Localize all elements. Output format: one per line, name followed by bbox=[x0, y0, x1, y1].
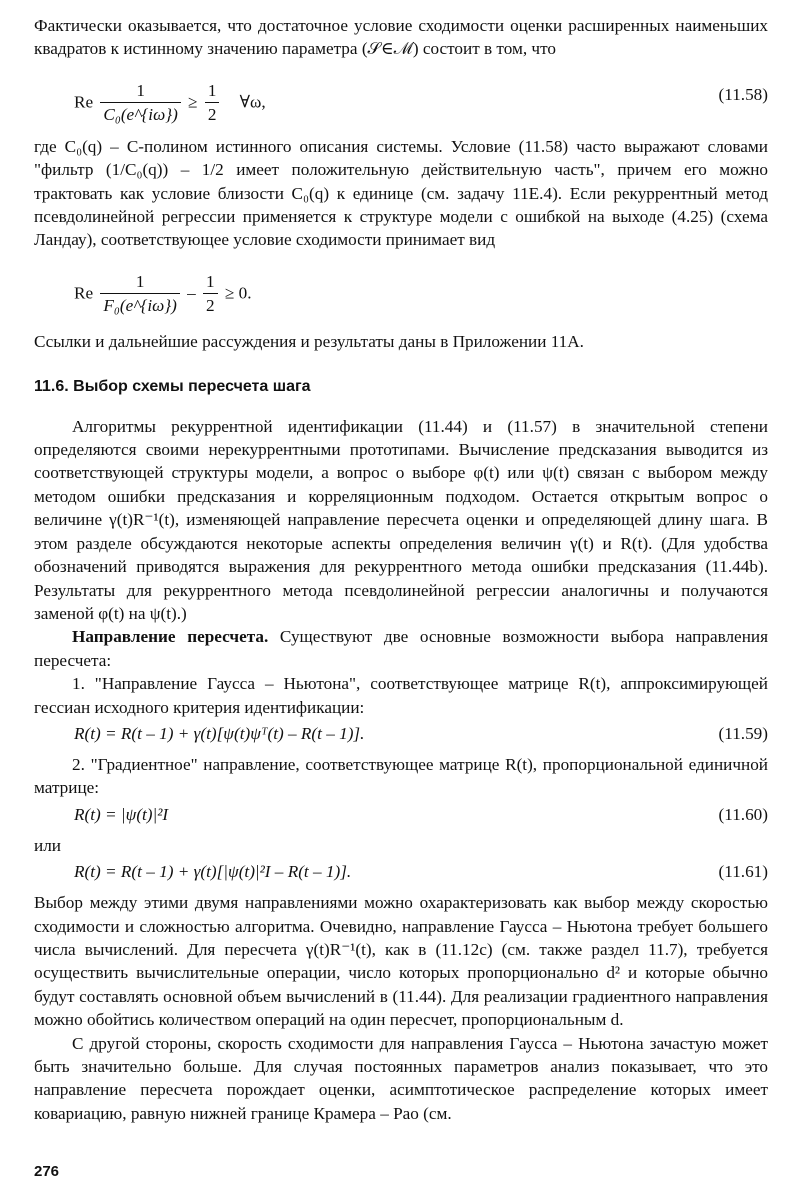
relation-sign: ≥ bbox=[188, 92, 198, 112]
fraction-denominator: 2 bbox=[206, 295, 215, 315]
forall-omega: ∀ω, bbox=[239, 92, 266, 112]
fraction-denominator: F₀(e^{iω}) bbox=[103, 295, 177, 315]
fraction-denominator: 2 bbox=[207, 104, 217, 124]
direction-text: Существуют две основные возможности выбора направления пересчета: bbox=[34, 627, 768, 670]
section-heading: 11.6. Выбор схемы пересчета шага bbox=[34, 378, 311, 396]
half-fraction bbox=[203, 271, 218, 318]
re-operator: Re bbox=[74, 283, 94, 303]
or-word: или bbox=[34, 835, 61, 855]
equation-11-58-lhs bbox=[74, 80, 266, 127]
equation-11-59 bbox=[34, 719, 768, 749]
equation-11-58 bbox=[34, 65, 768, 129]
fraction bbox=[100, 271, 179, 318]
re-operator: Re bbox=[74, 92, 94, 112]
equation-number: (11.58) bbox=[718, 84, 768, 104]
fraction-numerator: 1 bbox=[203, 271, 218, 294]
page-number: 276 bbox=[34, 1163, 60, 1180]
item-gradient: 2. "Градиентное" направление, соответствующее матрице R(t), пропорциональной единичной матрице: bbox=[34, 754, 768, 798]
equation-11-60 bbox=[34, 800, 768, 830]
equation-expression: R(t) = R(t – 1) + γ(t)[|ψ(t)|²I – R(t – 1)]. bbox=[74, 862, 352, 882]
equation-expression: R(t) = R(t – 1) + γ(t)[ψ(t)ψᵀ(t) – R(t – 1)]. bbox=[74, 723, 365, 743]
equation-number: (11.59) bbox=[718, 723, 768, 743]
fraction-numerator: 1 bbox=[205, 80, 220, 103]
equation-f0 bbox=[34, 256, 768, 320]
minus-sign: – bbox=[187, 283, 196, 303]
half-fraction bbox=[205, 80, 220, 127]
algorithms-paragraph: Алгоритмы рекуррентной идентификации (11.44) и (11.57) в значительной степени определяются своими нерекуррентными прототипами. Вычисление предсказания выводится из соответствующей структуры модели, а вопрос о выборе φ(t) или ψ(t) связан с выбором между методом ошибки предсказания и корреляционным подходом. Остается открытым вопрос о величине γ(t)R⁻¹(t), изменяющей направление пересчета оценки и определяющей длину шага. В этом разделе обсуждаются некоторые аспекты определения величин γ(t) и R(t). (Для удобства обозначений приводятся выражения для рекуррентного метода ошибки предсказания (11.44b). Результаты для рекуррентного метода псевдолинейной регрессии аналогичны и получаются заменой φ(t) на ψ(t).) bbox=[34, 416, 768, 623]
intro-paragraph: Фактически оказывается, что достаточное условие сходимости оценки расширенных наименьших квадратов к истинному значению параметра (𝒮∈ℳ) состоит в том, что bbox=[34, 16, 768, 59]
inequality-tail: ≥ 0. bbox=[224, 283, 252, 303]
equation-number: (11.60) bbox=[718, 804, 768, 824]
equation-11-61 bbox=[34, 857, 768, 887]
item-gauss-newton: 1. "Направление Гаусса – Ньютона", соответствующее матрице R(t), аппроксимирующей гессиан исходного критерия идентификации: bbox=[34, 674, 768, 717]
fraction bbox=[100, 80, 180, 127]
references-paragraph: Ссылки и дальнейшие рассуждения и результаты даны в Приложении 11А. bbox=[34, 331, 584, 351]
direction-paragraph bbox=[34, 625, 768, 672]
fraction-numerator: 1 bbox=[100, 80, 180, 103]
convergence-paragraph: С другой стороны, скорость сходимости для направления Гаусса – Ньютона зачастую может быть значительно больше. Для случая постоянных параметров анализ показывает, что это направление пересчета порождает оценки, асимптотическое распределение которых имеет ковариацию, равную нижней границе Крамера – Рао (см. bbox=[34, 1033, 768, 1123]
equation-number: (11.61) bbox=[718, 862, 768, 882]
direction-run-in-heading: Направление пересчета. bbox=[72, 627, 269, 647]
fraction-denominator: C₀(e^{iω}) bbox=[103, 104, 178, 124]
choice-paragraph: Выбор между этими двумя направлениями можно охарактеризовать как выбор между скоростью сходимости и сложностью алгоритма. Очевидно, направление Гаусса – Ньютона требует большего числа вычислений. Для пересчета γ(t)R⁻¹(t), как в (11.12с) (см. также раздел 11.7), требуется осуществить вычислительные операции, число которых пропорционально d² и которые обычно будут составлять основной объем вычислений в (11.44). Для реализации градиентного направления можно обойтись количеством операций на один пересчет, пропорциональным d. bbox=[34, 893, 768, 1030]
equation-f0-lhs bbox=[74, 271, 252, 318]
equation-expression: R(t) = |ψ(t)|²I bbox=[74, 804, 169, 824]
text-column bbox=[34, 14, 768, 1125]
fraction-numerator: 1 bbox=[100, 271, 179, 294]
c0-paragraph: где C₀(q) – C-полином истинного описания системы. Условие (11.58) часто выражают словами "фильтр (1/C₀(q)) – 1/2 имеет положительную действительную часть", причем его можно трактовать как условие близости C₀(q) к единице (см. задачу 11Е.4). Если рекуррентный метод псевдолинейной регрессии применяется к структуре модели с ошибкой на выходе (4.25) (схема Ландау), соответствующее условие сходимости принимает вид bbox=[34, 136, 768, 250]
